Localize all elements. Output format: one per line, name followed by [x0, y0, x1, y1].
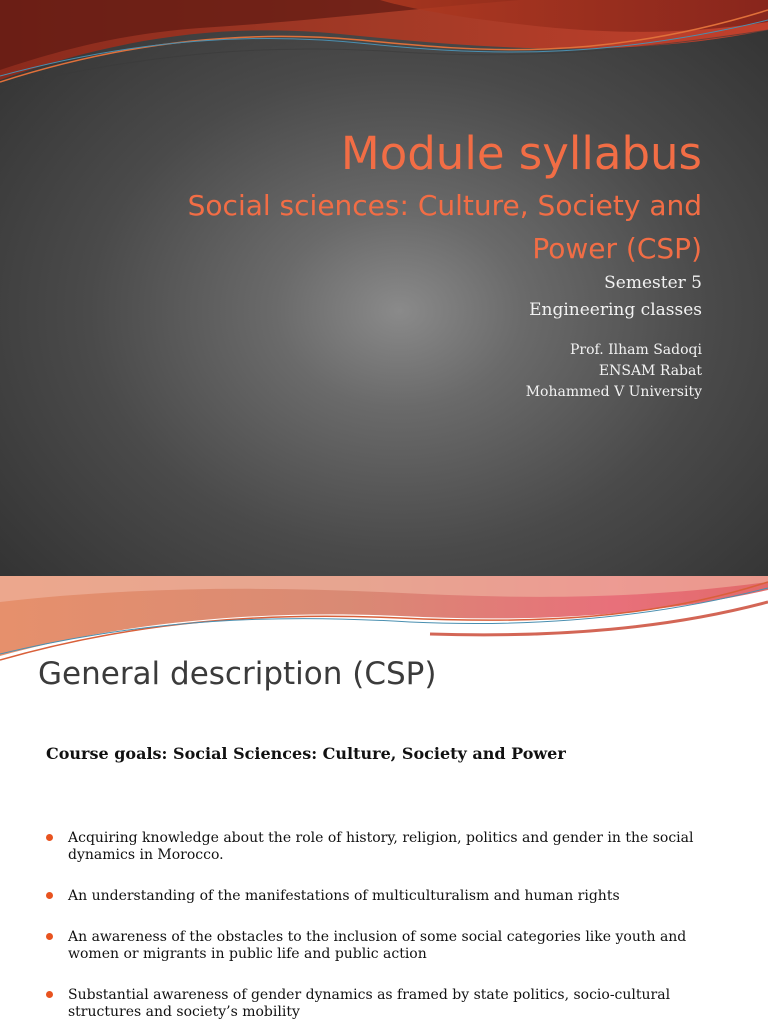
slide-title: General description (CSP): [38, 656, 437, 692]
semester-label: Semester 5: [604, 273, 702, 293]
bullet-icon: [46, 892, 53, 899]
bullet-icon: [46, 933, 53, 940]
list-item: Substantial awareness of gender dynamics as framed by state politics, socio-cultural structures and society’s mobility: [46, 987, 726, 1021]
slide-subtitle-line2: Power (CSP): [532, 232, 702, 265]
slide-subtitle-line1: Social sciences: Culture, Society and: [187, 189, 702, 222]
bullet-icon: [46, 834, 53, 841]
classes-label: Engineering classes: [529, 300, 702, 320]
description-slide: [0, 576, 768, 1024]
slide-title: Module syllabus: [340, 127, 702, 180]
list-item: An awareness of the obstacles to the inclusion of some social categories like youth and women or migrants in public life and public action: [46, 929, 726, 963]
bullet-icon: [46, 991, 53, 998]
header-swoosh-graphic: [0, 0, 768, 100]
course-goals-heading: Course goals: Social Sciences: Culture, Society and Power: [46, 744, 566, 763]
school-name: ENSAM Rabat: [598, 363, 702, 379]
header-swoosh-graphic: [0, 576, 768, 666]
list-item: An understanding of the manifestations of multiculturalism and human rights: [46, 888, 726, 905]
university-name: Mohammed V University: [525, 384, 702, 400]
professor-name: Prof. Ilham Sadoqi: [570, 342, 702, 358]
title-block: [62, 124, 702, 403]
list-item: Acquiring knowledge about the role of history, religion, politics and gender in the social dynamics in Morocco.: [46, 830, 726, 864]
course-goals-list: [46, 830, 726, 1021]
